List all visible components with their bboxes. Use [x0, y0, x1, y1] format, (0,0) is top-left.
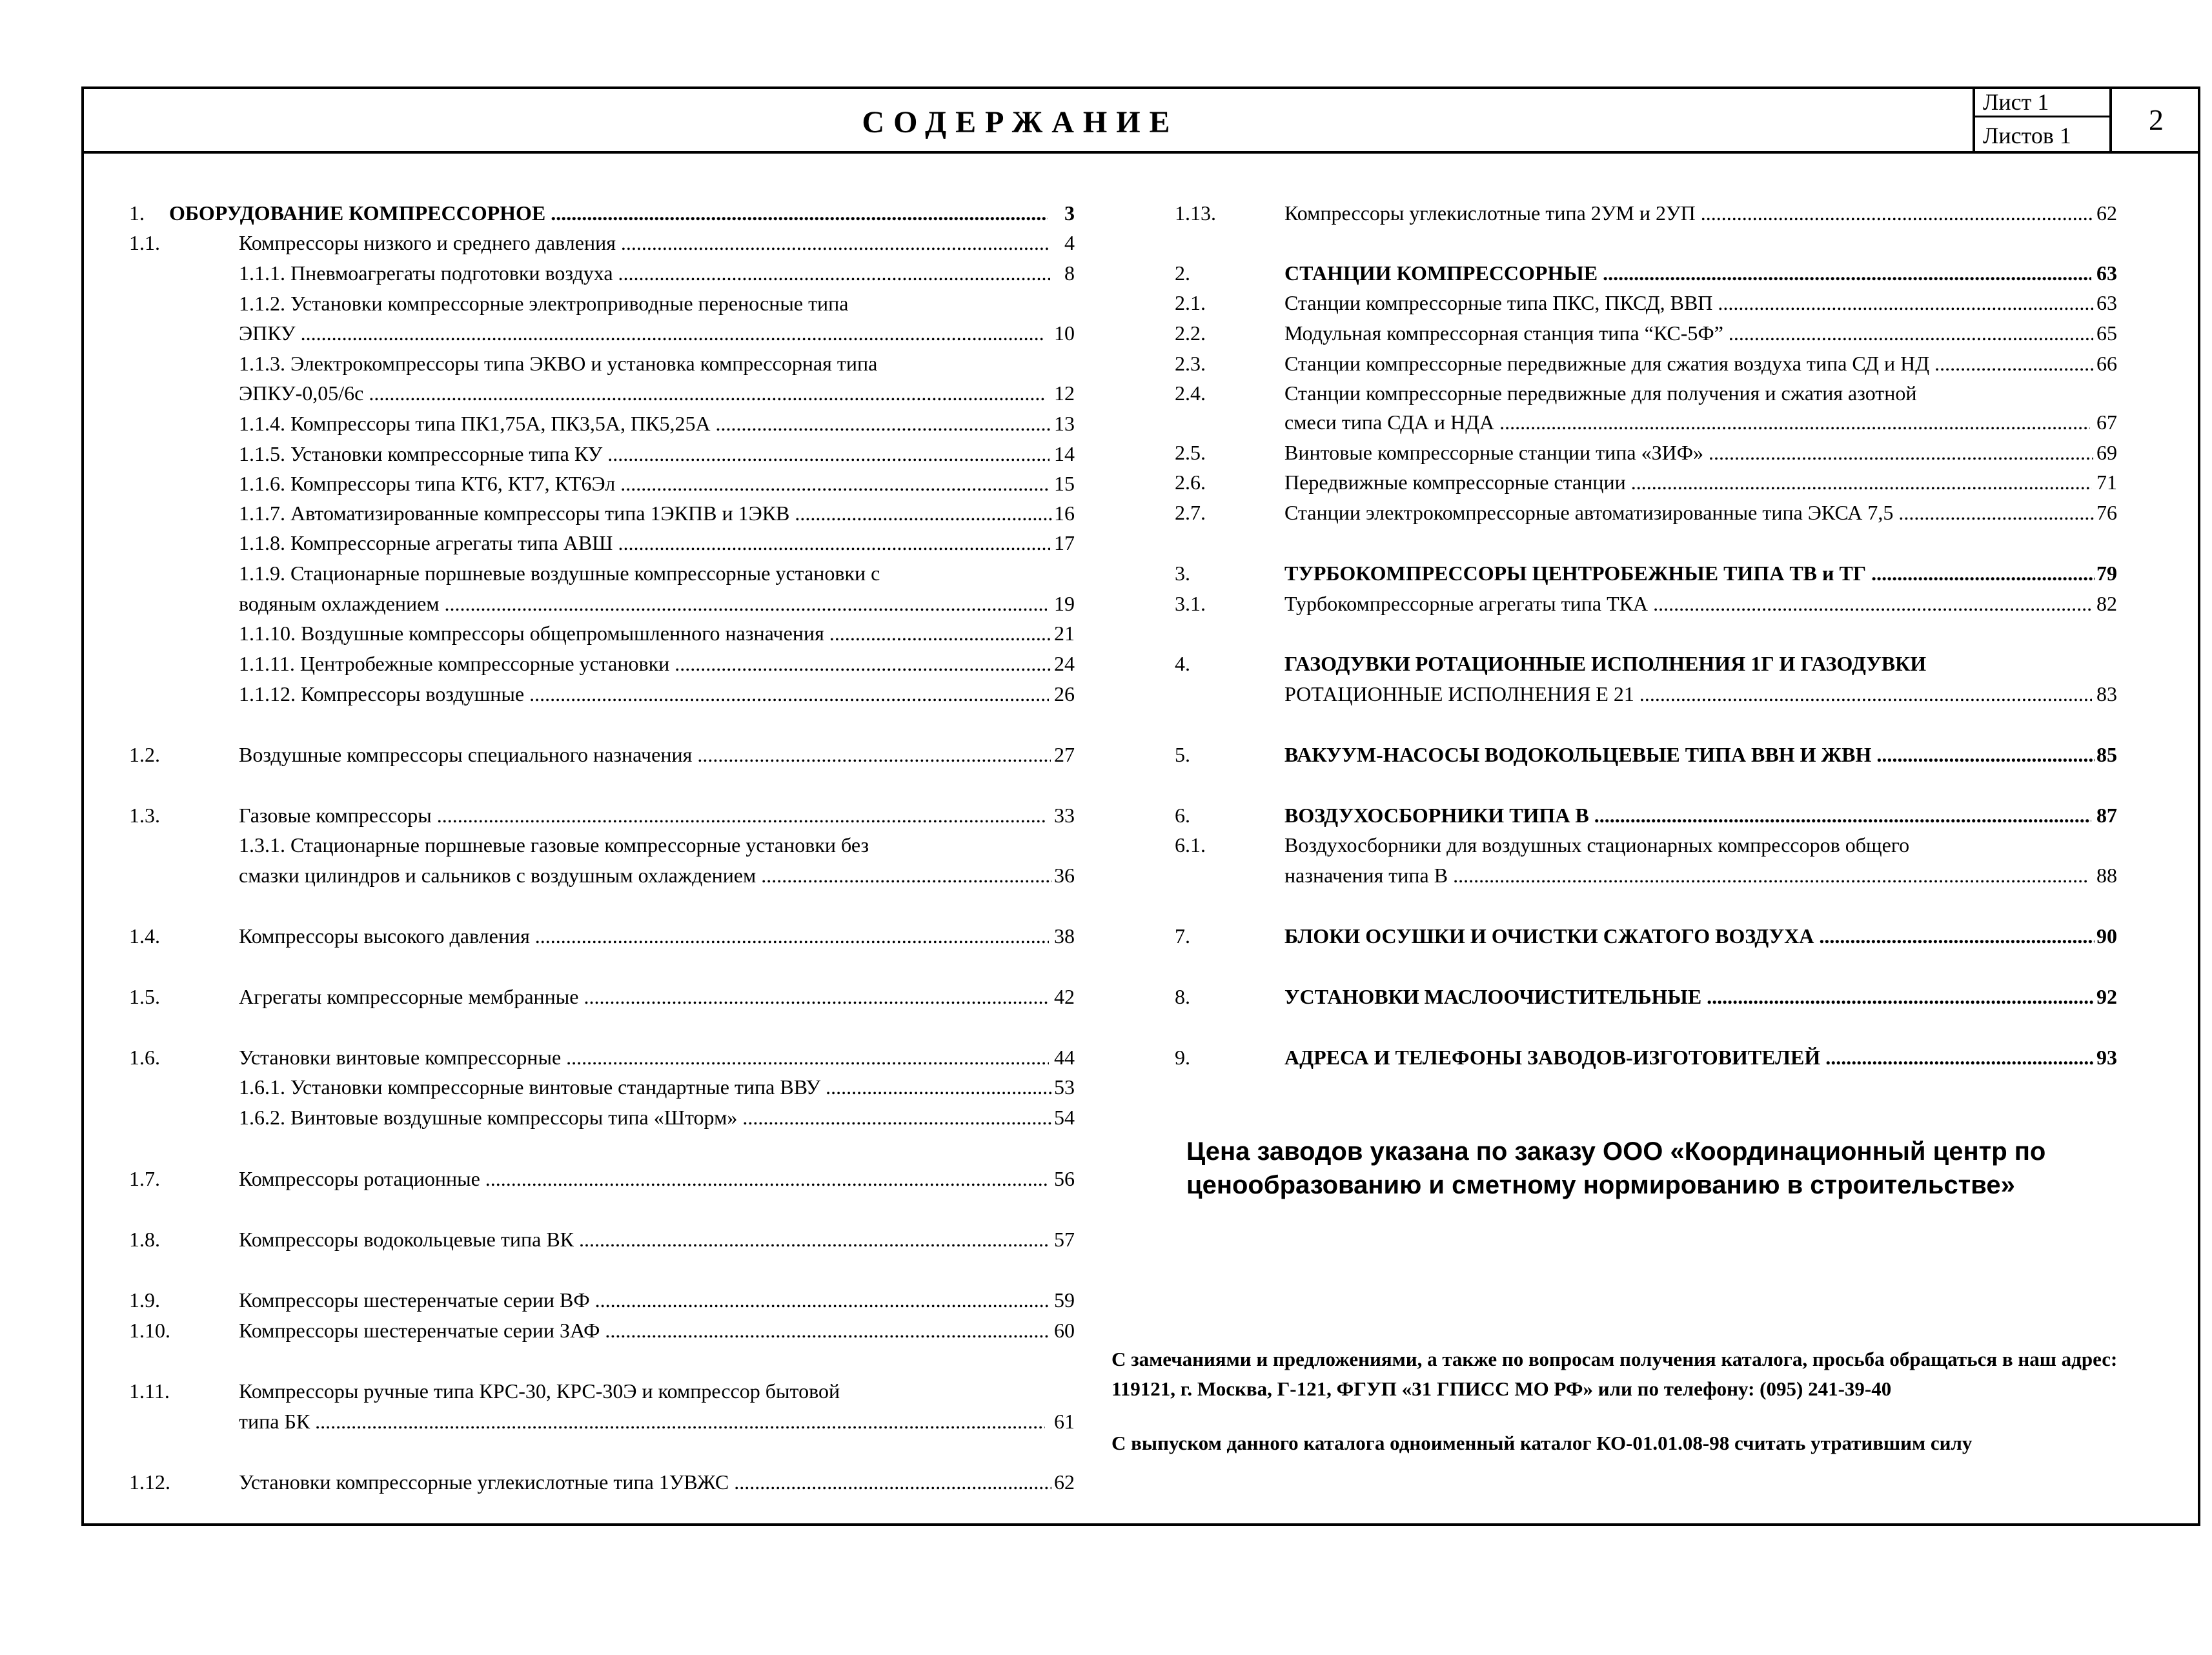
toc-page-number: 53 [1054, 1075, 1075, 1099]
toc-page-number: 90 [2096, 924, 2117, 948]
toc-entry [239, 1319, 1075, 1343]
toc-entry-text: Станции компрессорные передвижные для сжатия воздуха типа СД и НД ..... [1284, 352, 2096, 376]
toc-entry [239, 562, 1075, 585]
sheet-info-box [1973, 86, 2112, 154]
toc-entry-text: 1.1.8. Компрессорные агрегаты типа АВШ ..... [239, 531, 1050, 555]
toc-number: 1.1. [129, 231, 160, 254]
toc-entry [1284, 501, 2117, 525]
toc-entry [239, 261, 1075, 285]
toc-entry [239, 622, 1075, 645]
toc-entry [1284, 291, 2117, 315]
toc-number: 2.3. [1175, 352, 1206, 375]
toc-entry [239, 292, 1075, 316]
toc-number: 9. [1175, 1046, 1190, 1069]
toc-entry-text: Агрегаты компрессорные мембранные ..... [239, 985, 1050, 1009]
toc-number: 1.8. [129, 1228, 160, 1251]
toc-page-number: 57 [1054, 1228, 1075, 1251]
toc-page-number: 24 [1054, 652, 1075, 675]
toc-entry-text: 1.1.7. Автоматизированные компрессоры типа 1ЭКПВ и 1ЭКВ ..... [239, 502, 1052, 525]
toc-entry-text: Винтовые компрессорные станции типа «ЗИФ» ..... [1284, 441, 2093, 465]
toc-entry [239, 1106, 1075, 1130]
toc-entry [239, 864, 1075, 888]
toc-entry-text: ТУРБОКОМПРЕССОРЫ ЦЕНТРОБЕЖНЫЕ ТИПА ТВ и ТГ ..... [1284, 562, 2095, 585]
toc-entry-text: УСТАНОВКИ МАСЛООЧИСТИТЕЛЬНЫЕ ..... [1284, 985, 2093, 1009]
toc-number: 1.3. [129, 804, 160, 827]
toc-entry-text: типа БК ..... [239, 1410, 1045, 1434]
toc-entry-text: 1.1.3. Электрокомпрессоры типа ЭКВО и установка компрессорная типа [239, 352, 878, 375]
toc-entry [1284, 833, 2117, 857]
toc-page-number: 12 [1054, 381, 1075, 405]
toc-page-number: 19 [1054, 592, 1075, 615]
toc-entry [1284, 201, 2117, 225]
toc-entry-text: Станции компрессорные передвижные для получения и сжатия азотной [1284, 381, 1917, 405]
toc-entry [239, 412, 1075, 436]
toc-entry-text: БЛОКИ ОСУШКИ И ОЧИСТКИ СЖАТОГО ВОЗДУХА ..... [1284, 924, 2095, 948]
toc-entry-text: смеси типа СДА и НДА ..... [1284, 411, 2090, 434]
toc-entry-text: Воздухосборники для воздушных стационарных компрессоров общего [1284, 833, 1910, 857]
toc-number: 1. [129, 201, 145, 225]
toc-page-number: 3 [1064, 201, 1075, 225]
toc-page-number: 71 [2096, 471, 2117, 494]
toc-entry-text: Компрессоры шестеренчатые серии ЗАФ ..... [239, 1319, 1050, 1343]
toc-entry [239, 231, 1075, 255]
toc-entry-text: Компрессоры углекислотные типа 2УМ и 2УП ..... [1284, 201, 2093, 225]
toc-entry [239, 381, 1075, 405]
toc-entry-text: Газовые компрессоры ..... [239, 804, 1047, 828]
toc-page-number: 56 [1054, 1167, 1075, 1190]
toc-page-number: 88 [2096, 864, 2117, 887]
toc-page-number: 85 [2096, 743, 2117, 766]
toc-page-number: 62 [2096, 201, 2117, 225]
toc-entry [1284, 562, 2117, 585]
toc-entry-text: Компрессоры водокольцевые типа ВК ..... [239, 1228, 1050, 1252]
toc-entry-text: смазки цилиндров и сальников с воздушным охлаждением ..... [239, 864, 1052, 888]
toc-entry [1284, 441, 2117, 465]
toc-page-number: 67 [2096, 411, 2117, 434]
toc-entry-text: Турбокомпрессорные агрегаты типа ТКА ..... [1284, 592, 2093, 616]
toc-page-number: 87 [2096, 804, 2117, 827]
toc-page-number: 76 [2096, 501, 2117, 524]
toc-entry-text: ОБОРУДОВАНИЕ КОМПРЕССОРНОЕ ..... [169, 201, 1048, 225]
toc-entry-text: 1.1.9. Стационарные поршневые воздушные компрессорные установки с [239, 562, 880, 585]
toc-page-number: 63 [2096, 291, 2117, 314]
toc-entry-text: РОТАЦИОННЫЕ ИСПОЛНЕНИЯ Е 21 ..... [1284, 682, 2092, 706]
toc-entry-text: Компрессоры низкого и среднего давления ..... [239, 231, 1050, 255]
toc-entry-text: 1.1.6. Компрессоры типа КТ6, КТ7, КТ6Эл ..... [239, 472, 1050, 496]
toc-number: 2.7. [1175, 501, 1206, 524]
toc-entry-text: Передвижные компрессорные станции ..... [1284, 471, 2092, 494]
toc-entry-text: 1.1.12. Компрессоры воздушные ..... [239, 682, 1049, 706]
toc-number: 6.1. [1175, 833, 1206, 857]
toc-entry-text: СТАНЦИИ КОМПРЕССОРНЫЕ ..... [1284, 261, 2091, 285]
toc-entry [239, 804, 1075, 828]
toc-entry-text: 1.1.2. Установки компрессорные электроприводные переносные типа [239, 292, 849, 315]
toc-page-number: 65 [2096, 321, 2117, 345]
toc-entry-text: 1.3.1. Стационарные поршневые газовые компрессорные установки без [239, 833, 869, 857]
toc-entry [1284, 321, 2117, 345]
toc-entry [239, 531, 1075, 555]
toc-entry-text: 1.1.10. Воздушные компрессоры общепромышленного назначения ..... [239, 622, 1053, 645]
toc-entry [239, 1046, 1075, 1070]
toc-number: 1.11. [129, 1379, 170, 1403]
supersede-note: С выпуском данного каталога одноименный каталог КО-01.01.08-98 считать утратившим силу [1111, 1432, 1973, 1454]
header-divider [81, 151, 2200, 154]
toc-number: 1.13. [1175, 201, 1216, 225]
toc-page-number: 27 [1054, 743, 1075, 766]
toc-entry-text: Компрессоры ручные типа КРС-30, КРС-30Э и компрессор бытовой [239, 1379, 840, 1403]
toc-entry [239, 592, 1075, 616]
toc-number: 1.4. [129, 924, 160, 948]
toc-entry-text: Установки компрессорные углекислотные типа 1УВЖС ..... [239, 1470, 1051, 1494]
toc-entry-text: 1.1.4. Компрессоры типа ПК1,75А, ПК3,5А, ПК5,25А ..... [239, 412, 1051, 436]
toc-entry-text: ВОЗДУХОСБОРНИКИ ТИПА В ..... [1284, 804, 2091, 828]
toc-number: 1.7. [129, 1167, 160, 1190]
toc-page-number: 15 [1054, 472, 1075, 495]
toc-entry-text: назначения типа В ..... [1284, 864, 2089, 888]
contact-note: С замечаниями и предложениями, а также по вопросам получения каталога, просьба обращаться в наш адрес: 119121, г. Москва, Г-121, ФГУП «31 ГПИСС МО РФ» или по телефону: (095) 241-39-40 [1111, 1348, 2118, 1400]
toc-page-number: 92 [2096, 985, 2117, 1008]
toc-entry-text: Воздушные компрессоры специального назначения ..... [239, 743, 1051, 767]
toc-page-number: 8 [1064, 261, 1075, 285]
toc-entry-text: Станции электрокомпрессорные автоматизированные типа ЭКСА 7,5 ..... [1284, 501, 2095, 525]
toc-number: 1.9. [129, 1288, 160, 1312]
toc-number: 1.6. [129, 1046, 160, 1069]
toc-number: 8. [1175, 985, 1190, 1008]
toc-entry [239, 1228, 1075, 1252]
toc-entry [1284, 261, 2117, 285]
toc-page-number: 33 [1054, 804, 1075, 827]
toc-entry [239, 682, 1075, 706]
toc-page-number: 26 [1054, 682, 1075, 706]
toc-entry-text: ГАЗОДУВКИ РОТАЦИОННЫЕ ИСПОЛНЕНИЯ 1Г И ГАЗОДУВКИ [1284, 652, 1927, 675]
toc-entry-text: Модульная компрессорная станция типа “КС-5Ф” ..... [1284, 321, 2093, 345]
toc-entry [239, 442, 1075, 466]
toc-entry-text: 1.1.1. Пневмоагрегаты подготовки воздуха ..... [239, 261, 1050, 285]
toc-page-number: 61 [1054, 1410, 1075, 1433]
toc-entry [239, 1410, 1075, 1434]
toc-number: 1.5. [129, 985, 160, 1008]
toc-number: 4. [1175, 652, 1190, 675]
toc-number: 2. [1175, 261, 1190, 285]
toc-entry-text: ВАКУУМ-НАСОСЫ ВОДОКОЛЬЦЕВЫЕ ТИПА ВВН И ЖВН ..... [1284, 743, 2095, 767]
toc-entry [1284, 804, 2117, 828]
toc-entry [239, 1379, 1075, 1403]
toc-entry [1284, 411, 2117, 434]
toc-entry [239, 924, 1075, 948]
toc-number: 3.1. [1175, 592, 1206, 615]
toc-entry [1284, 985, 2117, 1009]
toc-page-number: 59 [1054, 1288, 1075, 1312]
toc-page-number: 10 [1054, 321, 1075, 345]
page-number: 2 [2149, 103, 2164, 136]
toc-entry-text: 1.1.5. Установки компрессорные типа КУ ..... [239, 442, 1050, 466]
toc-entry [1284, 352, 2117, 376]
toc-entry [1284, 743, 2117, 767]
toc-page-number: 21 [1054, 622, 1075, 645]
toc-number: 2.2. [1175, 321, 1206, 345]
toc-page-number: 44 [1054, 1046, 1075, 1069]
toc-entry-text: ЭПКУ-0,05/6с ..... [239, 381, 1046, 405]
toc-entry [239, 985, 1075, 1009]
toc-page-number: 13 [1054, 412, 1075, 435]
toc-entry-text: 1.6.2. Винтовые воздушные компрессоры типа «Шторм» ..... [239, 1106, 1051, 1130]
toc-entry [239, 1075, 1075, 1099]
toc-entry [1284, 1046, 2117, 1070]
toc-page-number: 42 [1054, 985, 1075, 1008]
toc-entry [239, 472, 1075, 496]
toc-number: 1.2. [129, 743, 160, 766]
page-title: СОДЕРЖАНИЕ [862, 105, 1179, 139]
toc-entry [239, 502, 1075, 525]
toc-entry [169, 201, 1075, 225]
price-note: Цена заводов указана по заказу ООО «Координационный центр по ценообразованию и сметному нормированию в строительстве» [1186, 1137, 2046, 1199]
toc-entry [239, 321, 1075, 345]
toc-page-number: 62 [1054, 1470, 1075, 1494]
toc-number: 2.6. [1175, 471, 1206, 494]
toc-page-number: 93 [2096, 1046, 2117, 1069]
toc-entry [239, 1167, 1075, 1191]
toc-page-number: 54 [1054, 1106, 1075, 1129]
toc-entry [239, 743, 1075, 767]
toc-entry [1284, 471, 2117, 494]
toc-entry [239, 1288, 1075, 1312]
toc-entry-text: Компрессоры высокого давления ..... [239, 924, 1049, 948]
toc-page-number: 4 [1064, 231, 1075, 254]
toc-number: 1.10. [129, 1319, 170, 1342]
toc-number: 2.1. [1175, 291, 1206, 314]
toc-entry-text: Установки винтовые компрессорные ..... [239, 1046, 1049, 1070]
toc-entry [1284, 652, 2117, 676]
toc-page-number: 83 [2096, 682, 2117, 706]
toc-page-number: 14 [1054, 442, 1075, 465]
toc-page-number: 66 [2096, 352, 2117, 375]
toc-page-number: 82 [2096, 592, 2117, 615]
toc-entry [1284, 924, 2117, 948]
toc-entry-text: 1.6.1. Установки компрессорные винтовые стандартные типа ВВУ ..... [239, 1075, 1053, 1099]
toc-entry [239, 833, 1075, 857]
toc-entry-text: ЭПКУ ..... [239, 321, 1044, 345]
toc-entry-text: Компрессоры ротационные ..... [239, 1167, 1048, 1191]
toc-number: 3. [1175, 562, 1190, 585]
toc-entry [1284, 381, 2117, 405]
toc-entry-text: Компрессоры шестеренчатые серии ВФ ..... [239, 1288, 1050, 1312]
toc-page-number: 69 [2096, 441, 2117, 464]
toc-page-number: 17 [1054, 531, 1075, 554]
toc-entry-text: 1.1.11. Центробежные компрессорные установки ..... [239, 652, 1051, 676]
toc-entry [239, 352, 1075, 376]
toc-entry [239, 652, 1075, 676]
toc-entry-text: АДРЕСА И ТЕЛЕФОНЫ ЗАВОДОВ-ИЗГОТОВИТЕЛЕЙ ..... [1284, 1046, 2095, 1070]
sheets-label: Листов 1 [1983, 123, 2071, 148]
toc-entry-text: водяным охлаждением ..... [239, 592, 1047, 616]
sheet-label: Лист 1 [1975, 86, 2109, 117]
toc-number: 2.4. [1175, 381, 1206, 405]
toc-number: 7. [1175, 924, 1190, 948]
toc-page-number: 60 [1054, 1319, 1075, 1342]
toc-page-number: 36 [1054, 864, 1075, 887]
toc-number: 6. [1175, 804, 1190, 827]
toc-page-number: 79 [2096, 562, 2117, 585]
toc-entry [1284, 682, 2117, 706]
toc-entry [1284, 592, 2117, 616]
toc-page-number: 16 [1054, 502, 1075, 525]
toc-page-number: 63 [2096, 261, 2117, 285]
toc-number: 1.12. [129, 1470, 170, 1494]
toc-number: 5. [1175, 743, 1190, 766]
toc-number: 2.5. [1175, 441, 1206, 464]
toc-page-number: 38 [1054, 924, 1075, 948]
toc-entry-text: Станции компрессорные типа ПКС, ПКСД, ВВП ..... [1284, 291, 2093, 315]
toc-entry [239, 1470, 1075, 1494]
toc-entry [1284, 864, 2117, 888]
